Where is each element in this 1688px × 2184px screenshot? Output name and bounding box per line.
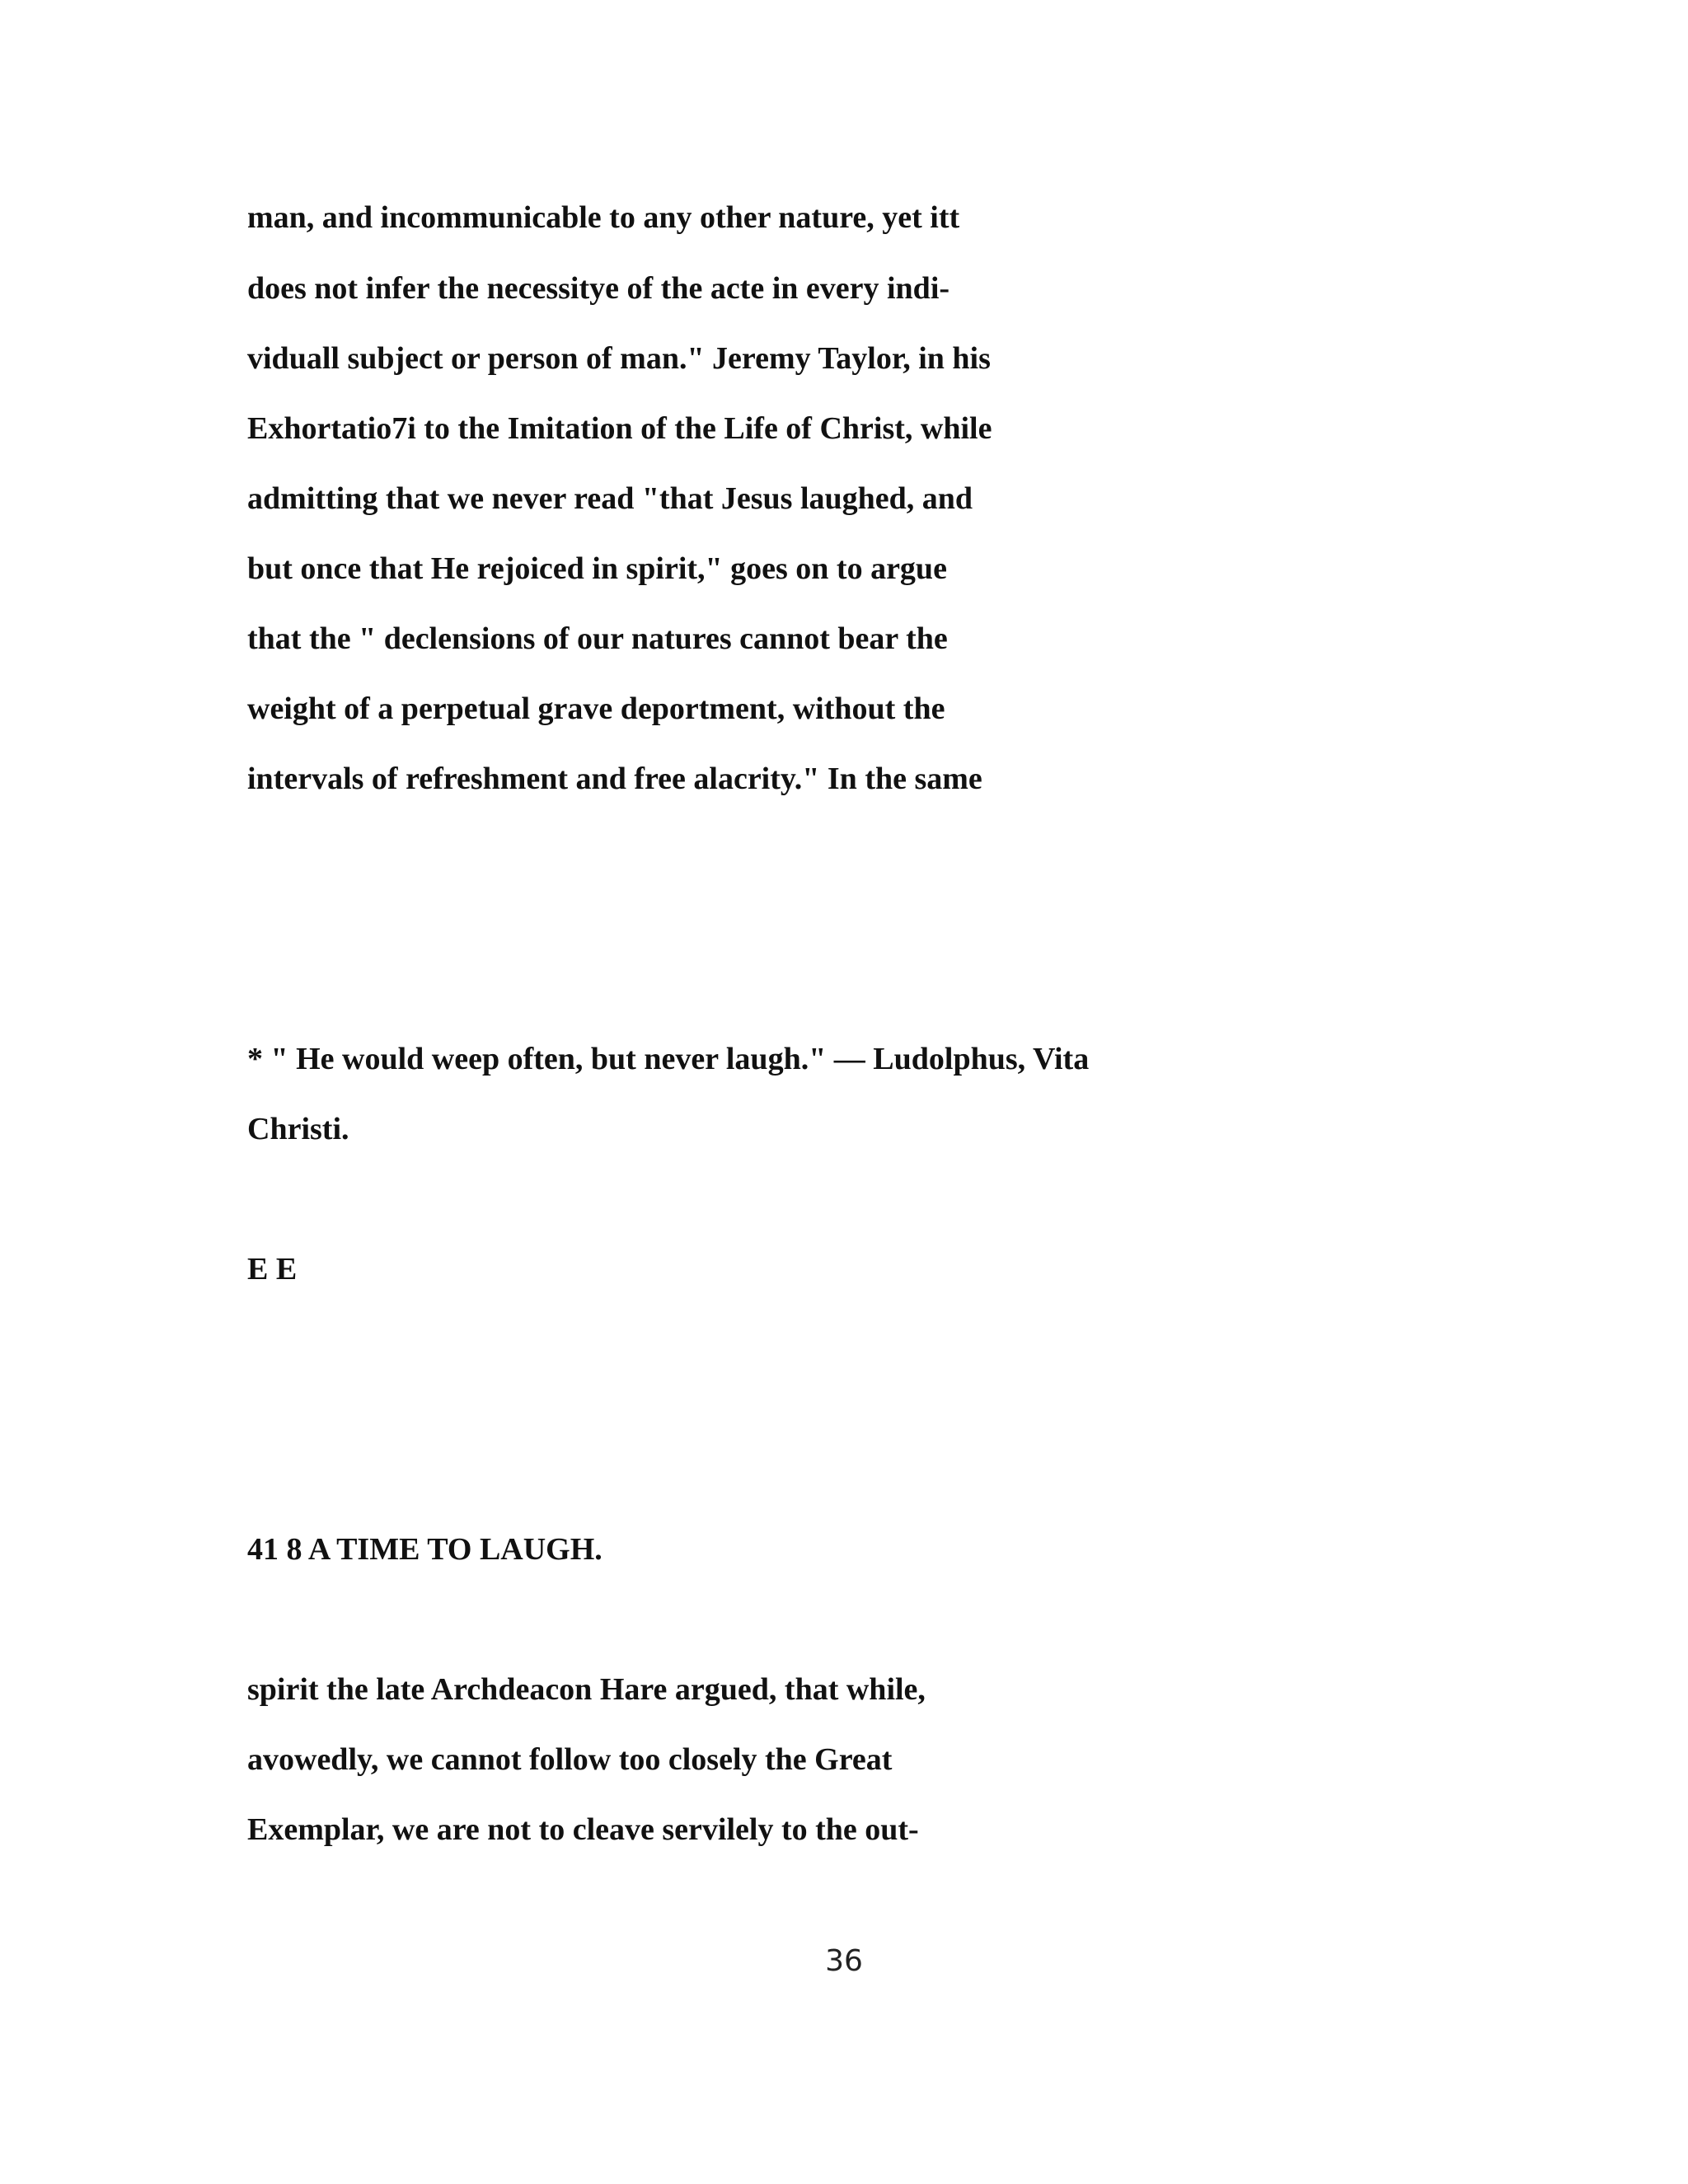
- footnote-line: * " He would weep often, but never laugh." — Ludolphus, Vita: [247, 1042, 1090, 1076]
- body-line: admitting that we never read "that Jesus laughed, and: [247, 481, 973, 516]
- body-line: Exhortatio7i to the Imitation of the Life of Christ, while: [247, 411, 992, 446]
- signature-mark: E E: [247, 1252, 298, 1286]
- body-line: viduall subject or person of man." Jeremy Taylor, in his: [247, 341, 991, 376]
- footnote-line: Christi.: [247, 1112, 349, 1146]
- body-line: spirit the late Archdeacon Hare argued, that while,: [247, 1672, 926, 1707]
- body-line: weight of a perpetual grave deportment, without the: [247, 691, 945, 726]
- body-line: does not infer the necessitye of the acte in every indi-: [247, 271, 950, 306]
- running-head: 41 8 A TIME TO LAUGH.: [247, 1532, 603, 1567]
- body-line: Exemplar, we are not to cleave servilely to the out-: [247, 1812, 919, 1847]
- body-line: intervals of refreshment and free alacrity." In the same: [247, 762, 982, 796]
- body-line: avowedly, we cannot follow too closely the Great: [247, 1742, 893, 1777]
- body-line: but once that He rejoiced in spirit," goes on to argue: [247, 551, 947, 586]
- page-number: 36: [825, 1944, 863, 1978]
- body-line: that the " declensions of our natures cannot bear the: [247, 621, 948, 656]
- body-line: man, and incommunicable to any other nature, yet itt: [247, 200, 960, 235]
